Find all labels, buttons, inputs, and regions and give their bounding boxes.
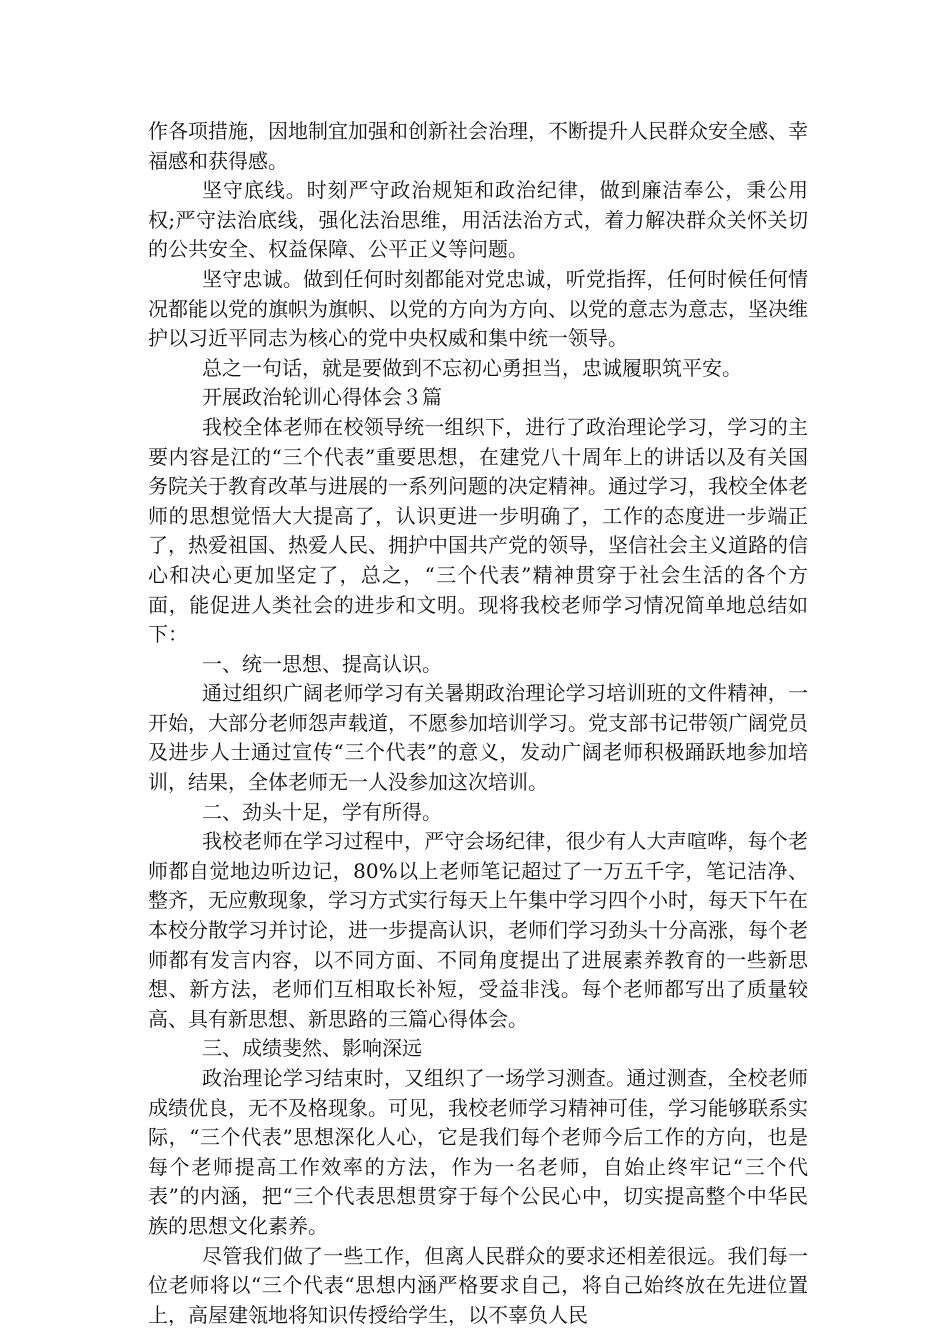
paragraph-intro: 我校全体老师在校领导统一组织下，进行了政治理论学习，学习的主要内容是江的“三个代表”重要思想，在建党八十周年上的讲话以及有关国务院关于教育改革与进展的一系列问题的决定精神。通过学习，我校全体老师的思想觉悟大大提高了，认识更进一步明确了，工作的态度进一步端正了，热爱祖国、热爱人民、拥护中国共产党的领导，坚信社会主义道路的信心和决心更加坚定了，总之，“三个代表”精神贯穿于社会生活的各个方面，能促进人类社会的进步和文明。现将我校老师学习情况简单地总结如下： [148,414,808,647]
subheading-three: 三、成绩斐然、影响深远 [202,1036,422,1061]
paragraph-continued: 作各项措施，因地制宜加强和创新社会治理，不断提升人民群众安全感、幸福感和获得感。 [148,119,808,173]
document-body [148,117,808,1330]
paragraph-learning: 我校老师在学习过程中，严守会场纪律，很少有人大声喧哗，每个老师都自觉地边听边记，80%以上老师笔记超过了一万五千字，笔记洁净、整齐，无应敷现象，学习方式实行每天上午集中学习四个小时，每天下午在本校分散学习并讨论，进一步提高认识，老师们学习劲头十分高涨，每个老师都有发言内容，以不同方面、不同角度提出了进展素养教育的一些新思想、新方法，老师们互相取长补短，受益非浅。每个老师都写出了质量较高、具有新思想、新思路的三篇心得体会。 [148,829,808,1031]
section-title: 开展政治轮训心得体会３篇 [202,385,442,410]
subheading-two: 二、劲头十足，学有所得。 [202,799,442,824]
paragraph-closing: 尽管我们做了一些工作，但离人民群众的要求还相差很远。我们每一位老师将以“三个代表“思想内涵严格要求自己，将自己始终放在先进位置上，高屋建瓴地将知识传授给学生，以不辜负人民 [148,1243,808,1327]
subheading-one: 一、统一思想、提高认识。 [202,651,442,676]
paragraph-results: 政治理论学习结束时，又组织了一场学习测查。通过测查，全校老师成绩优良，无不及格现象。可见，我校老师学习精神可佳，学习能够联系实际，“三个代表”思想深化人心，它是我们每个老师今后工作的方向，也是每个老师提高工作效率的方法，作为一名老师，自始止终牢记“三个代表”的内涵，把“三个代表思想贯穿于每个公民心中，切实提高整个中华民族的思想文化素养。 [148,1066,808,1238]
paragraph-bottom-line: 坚守底线。时刻严守政治规矩和政治纪律，做到廉洁奉公，秉公用权;严守法治底线，强化法治思维，用活法治方式，着力解决群众关怀关切的公共安全、权益保障、公平正义等问题。 [148,178,808,262]
paragraph-training: 通过组织广阔老师学习有关暑期政治理论学习培训班的文件精神，一开始，大部分老师怨声载道，不愿参加培训学习。党支部书记带领广阔党员及进步人士通过宣传“三个代表”的意义，发动广阔老师积极踊跃地参加培训，结果，全体老师无一人没参加这次培训。 [148,681,808,795]
paragraph-summary: 总之一句话，就是要做到不忘初心勇担当，忠诚履职筑平安。 [202,355,742,380]
paragraph-loyalty: 坚守忠诚。做到任何时刻都能对党忠诚，听党指挥，任何时候任何情况都能以党的旗帜为旗帜、以党的方向为方向、以党的意志为意志，坚决维护以习近平同志为核心的党中央权威和集中统一领导。 [148,266,808,351]
